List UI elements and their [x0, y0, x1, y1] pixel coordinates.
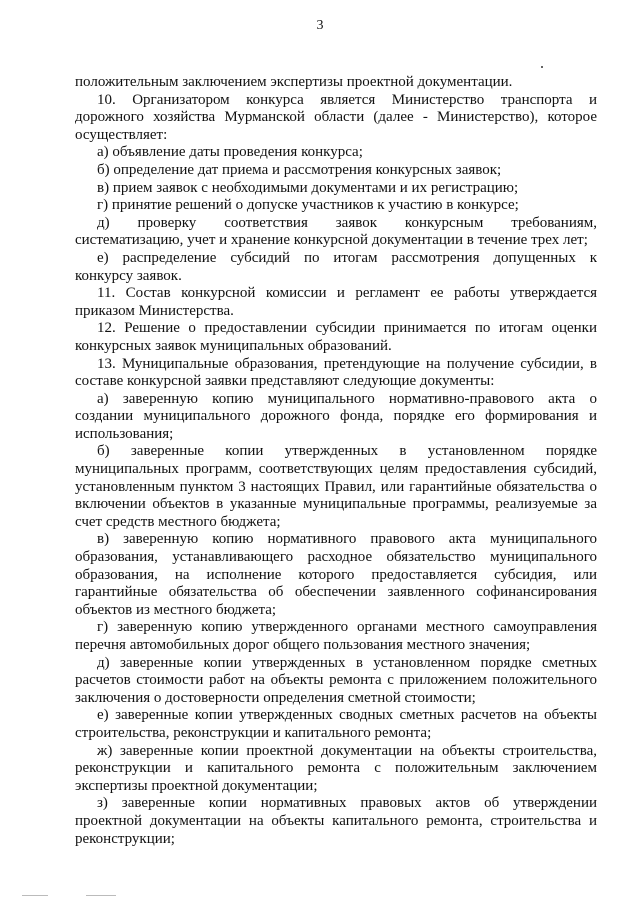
text-line: строительства, реконструкции и капитального ремонта; — [75, 724, 432, 741]
text-line: установленным пунктом 3 настоящих Правил, или гарантийные обязательства о — [75, 478, 597, 495]
text-line: д) проверку соответствия заявок конкурсным требованиям, — [97, 214, 597, 231]
text-line: объектов из местного бюджета; — [75, 601, 277, 618]
text-line: 11. Состав конкурсной комиссии и регламент ее работы утверждается — [97, 285, 597, 302]
text-line: е) заверенные копии утвержденных сводных сметных расчетов на объекты — [97, 707, 597, 724]
text-line: а) объявление даты проведения конкурса; — [97, 144, 363, 161]
footer-rule-right — [86, 895, 116, 896]
text-line: з) заверенные копии нормативных правовых актов об утверждении — [97, 795, 597, 812]
text-line: ж) заверенные копии проектной документации на объекты строительства, — [97, 742, 597, 759]
footer-rule-left — [22, 895, 48, 896]
text-line: образования, на исполнение которого предоставляется субсидия, или — [75, 566, 597, 583]
text-line: а) заверенную копию муниципального нормативно-правового акта о — [97, 390, 597, 407]
text-line: конкурсных заявок муниципальных образований. — [75, 337, 392, 354]
text-line: б) заверенные копии утвержденных в установленном порядке — [97, 443, 597, 460]
text-line: экспертизы проектной документации; — [75, 777, 318, 794]
text-line: создании муниципального дорожного фонда, порядке его формирования и — [75, 408, 597, 425]
text-line: д) заверенные копии утвержденных в установленном порядке сметных — [97, 654, 597, 671]
text-line: муниципальных программ, соответствующих целям предоставления субсидий, — [75, 461, 597, 478]
text-line: дорожного хозяйства Мурманской области (далее - Министерство), которое — [75, 109, 597, 126]
text-line: перечня автомобильных дорог общего пользования местного значения; — [75, 637, 531, 653]
text-line: осуществляет: — [75, 126, 168, 143]
text-line: включении объектов в указанные муниципальные программы, реализуемые за — [75, 496, 597, 513]
text-line: заключения о достоверности определения сметной стоимости; — [75, 689, 476, 706]
text-line: проектной документации на объекты капитального ремонта, строительства и — [75, 812, 597, 829]
text-line: б) определение дат приема и рассмотрения конкурсных заявок; — [97, 161, 502, 178]
text-line: гарантийные обязательства об обеспечении заявленного софинансирования — [75, 584, 597, 601]
text-line: г) принятие решений о допуске участников к участию в конкурсе; — [97, 197, 519, 214]
text-line: использования; — [75, 425, 174, 442]
text-line: счет средств местного бюджета; — [75, 513, 281, 530]
text-line: реконструкции; — [75, 830, 175, 847]
text-line: расчетов стоимости работ на объекты ремонта с приложением положительного — [75, 672, 597, 689]
text-line: в) прием заявок с необходимыми документами и их регистрацию; — [97, 179, 519, 196]
text-line: е) распределение субсидий по итогам рассмотрения допущенных к — [97, 249, 597, 266]
text-line: 12. Решение о предоставлении субсидии принимается по итогам оценки — [97, 320, 597, 337]
text-line: реконструкции и капитального ремонта с положительным заключением — [75, 760, 597, 777]
scan-speck — [541, 66, 543, 68]
text-line: г) заверенную копию утвержденного органами местного самоуправления — [97, 619, 597, 636]
text-line: приказом Министерства. — [75, 302, 234, 319]
text-line: в) заверенную копию нормативного правового акта муниципального — [97, 531, 597, 548]
text-line: 10. Организатором конкурса является Министерство транспорта и — [97, 91, 597, 108]
text-line: конкурсу заявок. — [75, 267, 182, 284]
text-line: 13. Муниципальные образования, претендующие на получение субсидии, в — [97, 355, 597, 372]
text-line: образования, устанавливающего расходное обязательство муниципального — [75, 549, 597, 566]
document-body — [75, 74, 597, 848]
text-line: положительным заключением экспертизы проектной документации. — [75, 74, 513, 90]
text-line: систематизацию, учет и хранение конкурсной документации в течение трех лет; — [75, 232, 588, 249]
text-line: составе конкурсной заявки представляют следующие документы: — [75, 373, 495, 390]
page-number: 3 — [316, 18, 324, 33]
